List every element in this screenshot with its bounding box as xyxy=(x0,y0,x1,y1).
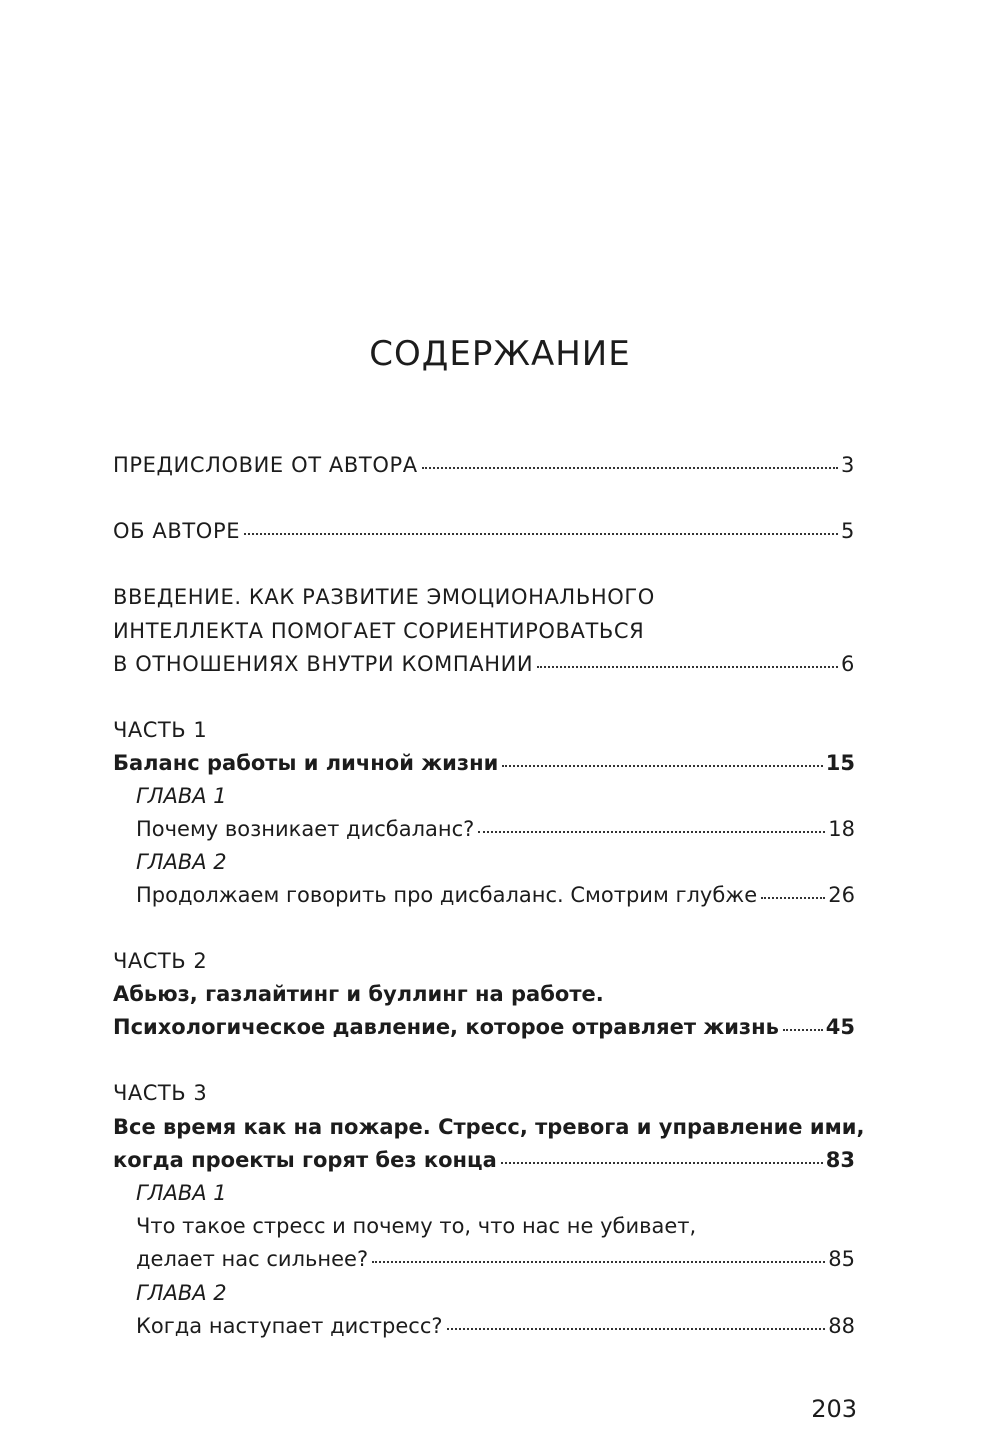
toc-leader-dots xyxy=(244,531,838,535)
toc-leader-dots xyxy=(372,1259,825,1263)
chapter-label: ГЛАВА 2 xyxy=(136,850,227,874)
toc-entry-about[interactable] xyxy=(113,514,855,548)
toc-entry-title: ВВЕДЕНИЕ. КАК РАЗВИТИЕ ЭМОЦИОНАЛЬНОГО xyxy=(113,585,655,609)
part-label: ЧАСТЬ 1 xyxy=(113,718,208,742)
toc-leader-dots xyxy=(478,829,825,833)
toc-leader-dots xyxy=(422,465,838,469)
toc-page-number: 83 xyxy=(825,1148,855,1172)
toc-entry-chapter[interactable] xyxy=(136,812,855,846)
toc-page-number: 18 xyxy=(828,817,855,841)
page-number: 203 xyxy=(811,1395,857,1423)
toc-entry-part-3[interactable] xyxy=(113,1143,855,1177)
toc-entry-title: Почему возникает дисбаланс? xyxy=(136,817,475,841)
toc-entry-title: Когда наступает дистресс? xyxy=(136,1314,443,1338)
toc-leader-dots xyxy=(501,1160,823,1164)
toc-entry-title: ОБ АВТОРЕ xyxy=(113,519,241,543)
toc-page-number: 45 xyxy=(825,1015,855,1039)
toc-entry-title: ПРЕДИСЛОВИЕ ОТ АВТОРА xyxy=(113,453,418,477)
toc-entry-part-2[interactable] xyxy=(113,1010,855,1044)
toc-entry-chapter[interactable] xyxy=(136,878,855,912)
toc-entry-chapter[interactable] xyxy=(136,1242,855,1276)
toc-entry-chapter-line[interactable] xyxy=(136,1209,855,1243)
toc-entry-title: Что такое стресс и почему то, что нас не убивает, xyxy=(136,1214,697,1238)
toc-entry-part-1[interactable] xyxy=(113,746,855,780)
toc-page-number: 26 xyxy=(828,883,855,907)
toc-entry-title: Психологическое давление, которое отравляет жизнь xyxy=(113,1015,779,1039)
toc-page-number: 6 xyxy=(841,652,855,676)
toc-page-number: 88 xyxy=(828,1314,855,1338)
toc-entry-chapter[interactable] xyxy=(136,1309,855,1343)
toc-entry-title: когда проекты горят без конца xyxy=(113,1148,497,1172)
toc-page-number: 15 xyxy=(825,751,855,775)
toc-leader-dots xyxy=(537,664,838,668)
part-label: ЧАСТЬ 2 xyxy=(113,949,208,973)
toc-entry-intro[interactable] xyxy=(113,647,855,681)
toc-page-number: 85 xyxy=(828,1247,855,1271)
toc-leader-dots xyxy=(502,763,822,767)
toc-entry-preface[interactable] xyxy=(113,448,855,482)
toc-entry-title: Все время как на пожаре. Стресс, тревога и управление ими, xyxy=(113,1115,865,1139)
toc-entry-intro-line[interactable] xyxy=(113,614,855,648)
toc-entry-title: делает нас сильнее? xyxy=(136,1247,369,1271)
toc-entry-intro-line[interactable] xyxy=(113,580,855,614)
chapter-label: ГЛАВА 1 xyxy=(136,1181,227,1205)
page-title: СОДЕРЖАНИЕ xyxy=(369,334,631,374)
toc-leader-dots xyxy=(447,1326,826,1330)
toc-entry-title: Продолжаем говорить про дисбаланс. Смотрим глубже xyxy=(136,883,758,907)
toc-entry-title: Баланс работы и личной жизни xyxy=(113,751,499,775)
toc-entry-part-2-line[interactable] xyxy=(113,977,855,1011)
toc-page-number: 5 xyxy=(841,519,855,543)
toc-page-number: 3 xyxy=(841,453,855,477)
chapter-label: ГЛАВА 2 xyxy=(136,1281,227,1305)
toc-entry-title: В ОТНОШЕНИЯХ ВНУТРИ КОМПАНИИ xyxy=(113,652,534,676)
part-label: ЧАСТЬ 3 xyxy=(113,1081,208,1105)
toc-leader-dots xyxy=(761,895,825,899)
toc-entry-title: ИНТЕЛЛЕКТА ПОМОГАЕТ СОРИЕНТИРОВАТЬСЯ xyxy=(113,619,645,643)
toc-entry-part-3-line[interactable] xyxy=(113,1110,865,1144)
toc-entry-title: Абьюз, газлайтинг и буллинг на работе. xyxy=(113,982,604,1006)
chapter-label: ГЛАВА 1 xyxy=(136,784,227,808)
toc-leader-dots xyxy=(783,1027,823,1031)
